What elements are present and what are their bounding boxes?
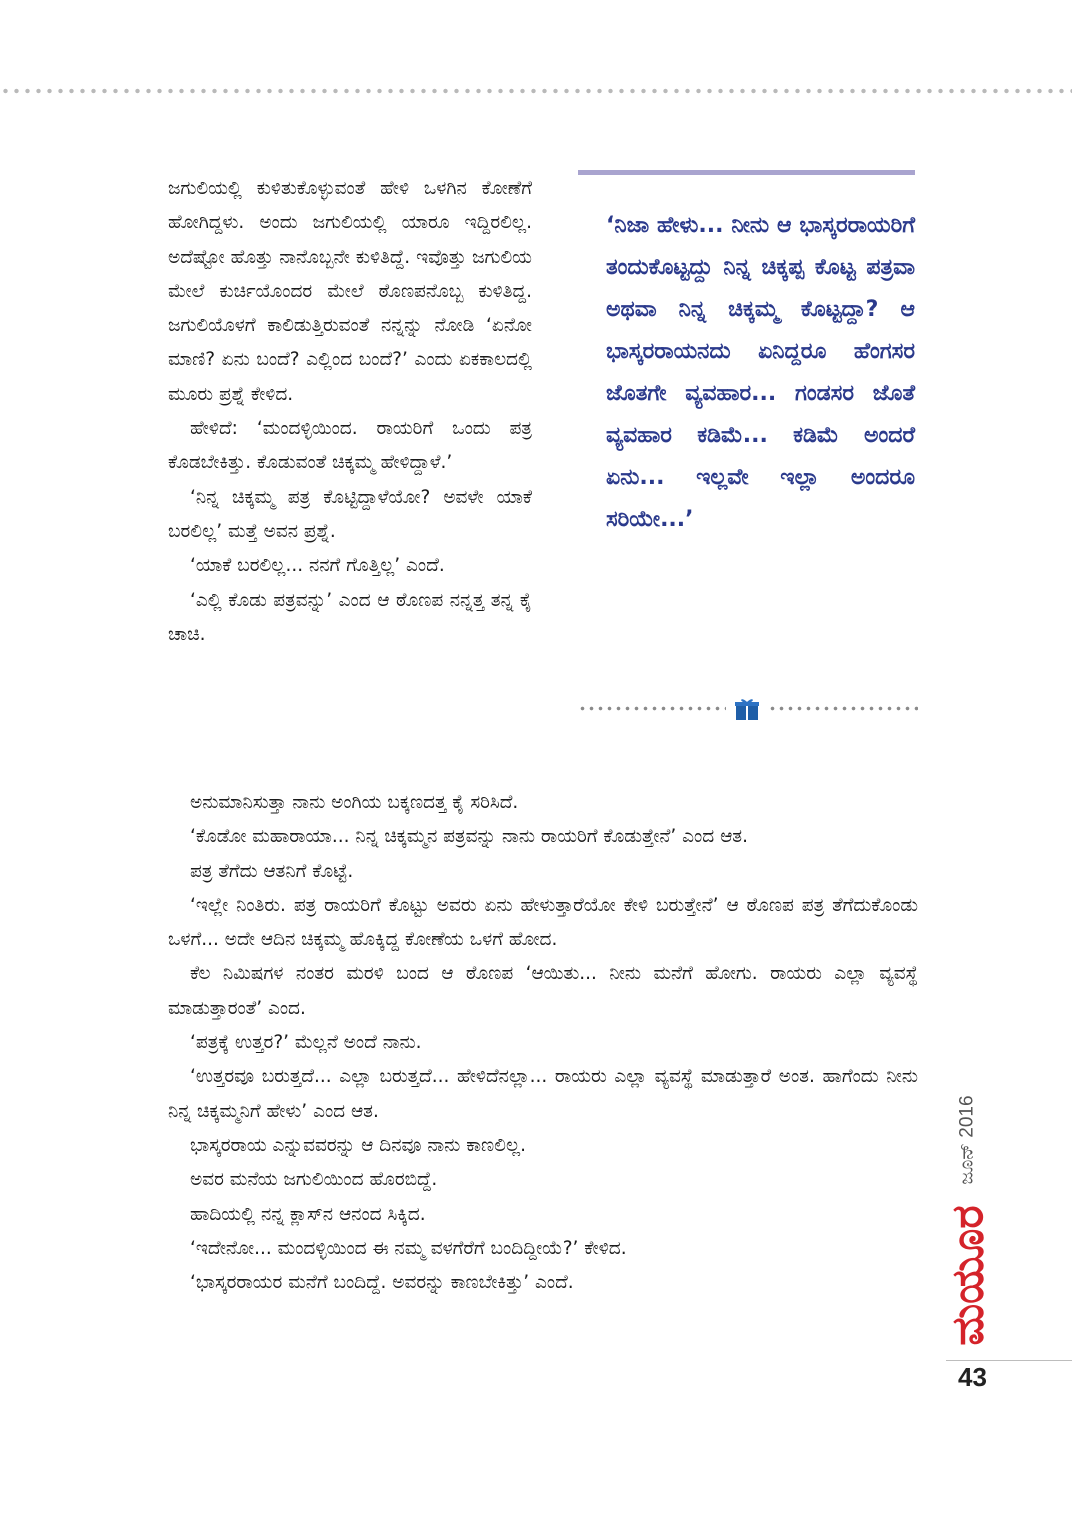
paragraph: ಪತ್ರ ತೆಗೆದು ಆತನಿಗೆ ಕೊಟ್ಟೆ. [190, 860, 354, 882]
paragraph: ‘ನಿನ್ನ ಚಿಕ್ಕಮ್ಮ ಪತ್ರ ಕೊಟ್ಟಿದ್ದಾಳೆಯೋ? ಅವಳೇ ಯಾಕೆ ಬರಲಿಲ್ಲ’ ಮತ್ತೆ ಅವನ ಪ್ರಶ್ನೆ. [168, 486, 532, 542]
paragraph: ‘ಎಲ್ಲಿ ಕೊಡು ಪತ್ರವನ್ನು’ ಎಂದ ಆ ಠೊಣಪ ನನ್ನತ್ತ ತನ್ನ ಕೈ ಚಾಚಿ. [168, 589, 532, 645]
issue-date-text: ಜೂನ್ 2016 [957, 1095, 979, 1185]
left-column-text [168, 172, 532, 652]
top-dotted-rule [0, 88, 1072, 94]
footer-rule [946, 1360, 1072, 1361]
magazine-masthead [938, 1200, 998, 1350]
paragraph: ‘ಪತ್ರಕ್ಕೆ ಉತ್ತರ?’ ಮೆಲ್ಲನೆ ಅಂದೆ ನಾನು. [190, 1032, 422, 1054]
paragraph: ಜಗುಲಿಯಲ್ಲಿ ಕುಳಿತುಕೊಳ್ಳುವಂತೆ ಹೇಳಿ ಒಳಗಿನ ಕೋಣೆಗೆ ಹೋಗಿದ್ದಳು. ಅಂದು ಜಗುಲಿಯಲ್ಲಿ ಯಾರೂ ಇದ್ದಿರಲಿಲ್ಲ. ಅದೆಷ್ಟೋ ಹೊತ್ತು ನಾನೊಬ್ಬನೇ ಕುಳಿತಿದ್ದೆ. ಇವೊತ್ತು ಜಗುಲಿಯ ಮೇಲೆ ಕುರ್ಚಿಯೊಂದರ ಮೇಲೆ ಠೊಣಪನೊಬ್ಬ ಕುಳಿತಿದ್ದ. ಜಗುಲಿಯೊಳಗೆ ಕಾಲಿಡುತ್ತಿರುವಂತೆ ನನ್ನನ್ನು ನೋಡಿ ‘ಏನೋ ಮಾಣಿ? ಏನು ಬಂದೆ? ಎಲ್ಲಿಂದ ಬಂದೆ?’ ಎಂದು ಏಕಕಾಲದಲ್ಲಿ ಮೂರು ಪ್ರಶ್ನೆ ಕೇಳಿದ. [168, 178, 532, 405]
paragraph: ‘ಯಾಕೆ ಬರಲಿಲ್ಲ... ನನಗೆ ಗೊತ್ತಿಲ್ಲ’ ಎಂದೆ. [190, 555, 445, 577]
pull-quote-rule [578, 170, 915, 175]
full-width-text [168, 786, 918, 1300]
issue-date [950, 1090, 986, 1190]
paragraph: ‘ಉತ್ತರವೂ ಬರುತ್ತದೆ... ಎಲ್ಲಾ ಬರುತ್ತದೆ... ಹೇಳಿದೆನಲ್ಲಾ... ರಾಯರು ಎಲ್ಲಾ ವ್ಯವಸ್ಥೆ ಮಾಡುತ್ತಾರೆ ಅಂತ. ಹಾಗೆಂದು ನೀನು ನಿನ್ನ ಚಿಕ್ಕಮ್ಮನಿಗೆ ಹೇಳು’ ಎಂದ ಆತ. [168, 1066, 918, 1122]
gift-icon [730, 698, 764, 720]
paragraph: ‘ಭಾಸ್ಕರರಾಯರ ಮನೆಗೆ ಬಂದಿದ್ದೆ. ಅವರನ್ನು ಕಾಣಬೇಕಿತ್ತು’ ಎಂದೆ. [190, 1272, 574, 1294]
paragraph: ಕೆಲ ನಿಮಿಷಗಳ ನಂತರ ಮರಳಿ ಬಂದ ಆ ಠೊಣಪ ‘ಆಯಿತು... ನೀನು ಮನೆಗೆ ಹೋಗು. ರಾಯರು ಎಲ್ಲಾ ವ್ಯವಸ್ಥೆ ಮಾಡುತ್ತಾರಂತೆ’ ಎಂದ. [168, 963, 918, 1019]
paragraph: ಹಾದಿಯಲ್ಲಿ ನನ್ನ ಕ್ಲಾಸ್‌ನ ಆನಂದ ಸಿಕ್ಕಿದ. [190, 1203, 426, 1225]
separator-dots-left [578, 706, 726, 711]
pull-quote-box [578, 170, 915, 541]
paragraph: ‘ಇದೇನೋ... ಮಂದಳ್ಳಿಯಿಂದ ಈ ನಮ್ಮ ವಳಗೆರೆಗೆ ಬಂದಿದ್ದೀಯೆ?’ ಕೇಳಿದ. [190, 1237, 627, 1259]
paragraph: ಹೇಳಿದೆ: ‘ಮಂದಳ್ಳಿಯಿಂದ. ರಾಯರಿಗೆ ಒಂದು ಪತ್ರ ಕೊಡಬೇಕಿತ್ತು. ಕೊಡುವಂತೆ ಚಿಕ್ಕಮ್ಮ ಹೇಳಿದ್ದಾಳೆ.’ [168, 418, 532, 474]
paragraph: ಭಾಸ್ಕರರಾಯ ಎನ್ನುವವರನ್ನು ಆ ದಿನವೂ ನಾನು ಕಾಣಲಿಲ್ಲ. [190, 1134, 527, 1156]
paragraph: ಅನುಮಾನಿಸುತ್ತಾ ನಾನು ಅಂಗಿಯ ಬಕ್ಕಣದತ್ತ ಕೈ ಸರಿಸಿದೆ. [190, 792, 519, 813]
separator-dots-right [768, 706, 918, 711]
pull-quote-text: ‘ನಿಜಾ ಹೇಳು... ನೀನು ಆ ಭಾಸ್ಕರರಾಯರಿಗೆ ತಂದುಕೊಟ್ಟದ್ದು ನಿನ್ನ ಚಿಕ್ಕಪ್ಪ ಕೊಟ್ಟ ಪತ್ರವಾ ಅಥವಾ ನಿನ್ನ ಚಿಕ್ಕಮ್ಮ ಕೊಟ್ಟದ್ದಾ? ಆ ಭಾಸ್ಕರರಾಯನದು ಏನಿದ್ದರೂ ಹೆಂಗಸರ ಜೊತಗೇ ವ್ಯವಹಾರ... ಗಂಡಸರ ಜೊತೆ ವ್ಯವಹಾರ ಕಡಿಮೆ... ಕಡಿಮೆ ಅಂದರೆ ಏನು... ಇಲ್ಲವೇ ಇಲ್ಲಾ ಅಂದರೂ ಸರಿಯೇ...’ [606, 213, 915, 532]
paragraph: ‘ಕೊಡೋ ಮಹಾರಾಯಾ... ನಿನ್ನ ಚಿಕ್ಕಮ್ಮನ ಪತ್ರವನ್ನು ನಾನು ರಾಯರಿಗೆ ಕೊಡುತ್ತೇನೆ’ ಎಂದ ಆತ. [190, 826, 748, 848]
paragraph: ‘ಇಲ್ಲೇ ನಿಂತಿರು. ಪತ್ರ ರಾಯರಿಗೆ ಕೊಟ್ಟು ಅವರು ಏನು ಹೇಳುತ್ತಾರೆಯೋ ಕೇಳಿ ಬರುತ್ತೇನೆ’ ಆ ಠೊಣಪ ಪತ್ರ ತೆಗೆದುಕೊಂಡು ಒಳಗೆ... ಅದೇ ಆದಿನ ಚಿಕ್ಕಮ್ಮ ಹೊಕ್ಕಿದ್ದ ಕೋಣೆಯ ಒಳಗೆ ಹೋದ. [168, 894, 918, 951]
paragraph: ಅವರ ಮನೆಯ ಜಗುಲಿಯಿಂದ ಹೊರಬಿದ್ದೆ. [190, 1169, 438, 1191]
page-number: 43 [958, 1362, 987, 1392]
section-separator [578, 698, 918, 720]
magazine-title: ಮಯೂರ [942, 1204, 994, 1346]
